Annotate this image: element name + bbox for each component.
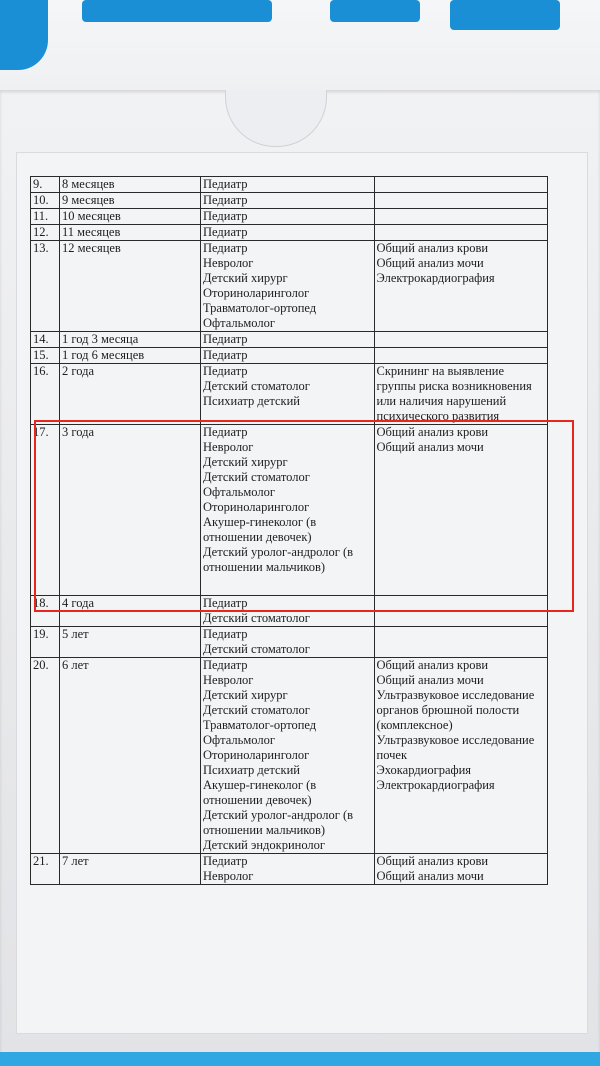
logo-letter-shape [330, 0, 420, 22]
table-row [31, 332, 548, 348]
specialists-cell: Педиатр Невролог Детский хирург Детский стоматолог Травматолог-ортопед Офтальмолог Оториноларинголог Психиатр детский Акушер-гинеколог (в отношении девочек) Детский уролог-андролог (в отношении мальчиков) Детский эндокринолог [201, 658, 375, 854]
specialists-cell: Педиатр [201, 177, 375, 193]
examinations-cell [374, 332, 548, 348]
age-cell: 6 лет [60, 658, 201, 854]
age-cell: 1 год 3 месяца [60, 332, 201, 348]
specialists-cell: Педиатр [201, 225, 375, 241]
logo-letter-shape [450, 0, 560, 30]
age-cell: 4 года [60, 596, 201, 627]
examinations-cell [374, 596, 548, 627]
specialists-cell: Педиатр [201, 209, 375, 225]
table-row [31, 854, 548, 885]
examinations-cell [374, 209, 548, 225]
examinations-cell: Общий анализ крови Общий анализ мочи Ультразвуковое исследование органов брюшной полости (комплексное) Ультразвуковое исследование почек Эхокардиография Электрокардиография [374, 658, 548, 854]
row-number: 14. [31, 332, 60, 348]
age-cell: 9 месяцев [60, 193, 201, 209]
table-row [31, 225, 548, 241]
specialists-cell: Педиатр Детский стоматолог [201, 596, 375, 627]
display-holder-top [0, 0, 600, 96]
examinations-cell [374, 225, 548, 241]
table-row [31, 425, 548, 596]
table-row [31, 658, 548, 854]
table-row [31, 596, 548, 627]
specialists-cell: Педиатр [201, 193, 375, 209]
specialists-cell: Педиатр [201, 332, 375, 348]
table-row [31, 348, 548, 364]
table-row [31, 364, 548, 425]
age-cell: 11 месяцев [60, 225, 201, 241]
row-number: 10. [31, 193, 60, 209]
age-cell: 1 год 6 месяцев [60, 348, 201, 364]
checkup-schedule-table [30, 176, 548, 885]
row-number: 18. [31, 596, 60, 627]
age-cell: 12 месяцев [60, 241, 201, 332]
specialists-cell: Педиатр Невролог [201, 854, 375, 885]
row-number: 13. [31, 241, 60, 332]
row-number: 16. [31, 364, 60, 425]
row-number: 21. [31, 854, 60, 885]
specialists-cell: Педиатр Невролог Детский хирург Детский стоматолог Офтальмолог Оториноларинголог Акушер-гинеколог (в отношении девочек) Детский уролог-андролог (в отношении мальчиков) [201, 425, 375, 596]
table-row [31, 209, 548, 225]
examinations-cell: Общий анализ крови Общий анализ мочи [374, 425, 548, 596]
table-row [31, 177, 548, 193]
logo-letter-shape [0, 0, 48, 70]
row-number: 9. [31, 177, 60, 193]
age-cell: 10 месяцев [60, 209, 201, 225]
age-cell: 2 года [60, 364, 201, 425]
age-cell: 8 месяцев [60, 177, 201, 193]
row-number: 15. [31, 348, 60, 364]
specialists-cell: Педиатр Детский стоматолог Психиатр детский [201, 364, 375, 425]
specialists-cell: Педиатр [201, 348, 375, 364]
examinations-cell [374, 348, 548, 364]
table-row [31, 241, 548, 332]
specialists-cell: Педиатр Детский стоматолог [201, 627, 375, 658]
examinations-cell [374, 193, 548, 209]
row-number: 17. [31, 425, 60, 596]
examinations-cell [374, 177, 548, 193]
examinations-cell: Скрининг на выявление группы риска возникновения или наличия нарушений психического развития [374, 364, 548, 425]
age-cell: 3 года [60, 425, 201, 596]
examinations-cell: Общий анализ крови Общий анализ мочи [374, 854, 548, 885]
age-cell: 7 лет [60, 854, 201, 885]
logo-letter-shape [82, 0, 272, 22]
examinations-cell [374, 627, 548, 658]
table-row [31, 193, 548, 209]
row-number: 19. [31, 627, 60, 658]
specialists-cell: Педиатр Невролог Детский хирург Оториноларинголог Травматолог-ортопед Офтальмолог [201, 241, 375, 332]
age-cell: 5 лет [60, 627, 201, 658]
examinations-cell: Общий анализ крови Общий анализ мочи Электрокардиография [374, 241, 548, 332]
holder-bottom-strip [0, 1052, 600, 1066]
table-row [31, 627, 548, 658]
row-number: 12. [31, 225, 60, 241]
row-number: 11. [31, 209, 60, 225]
row-number: 20. [31, 658, 60, 854]
